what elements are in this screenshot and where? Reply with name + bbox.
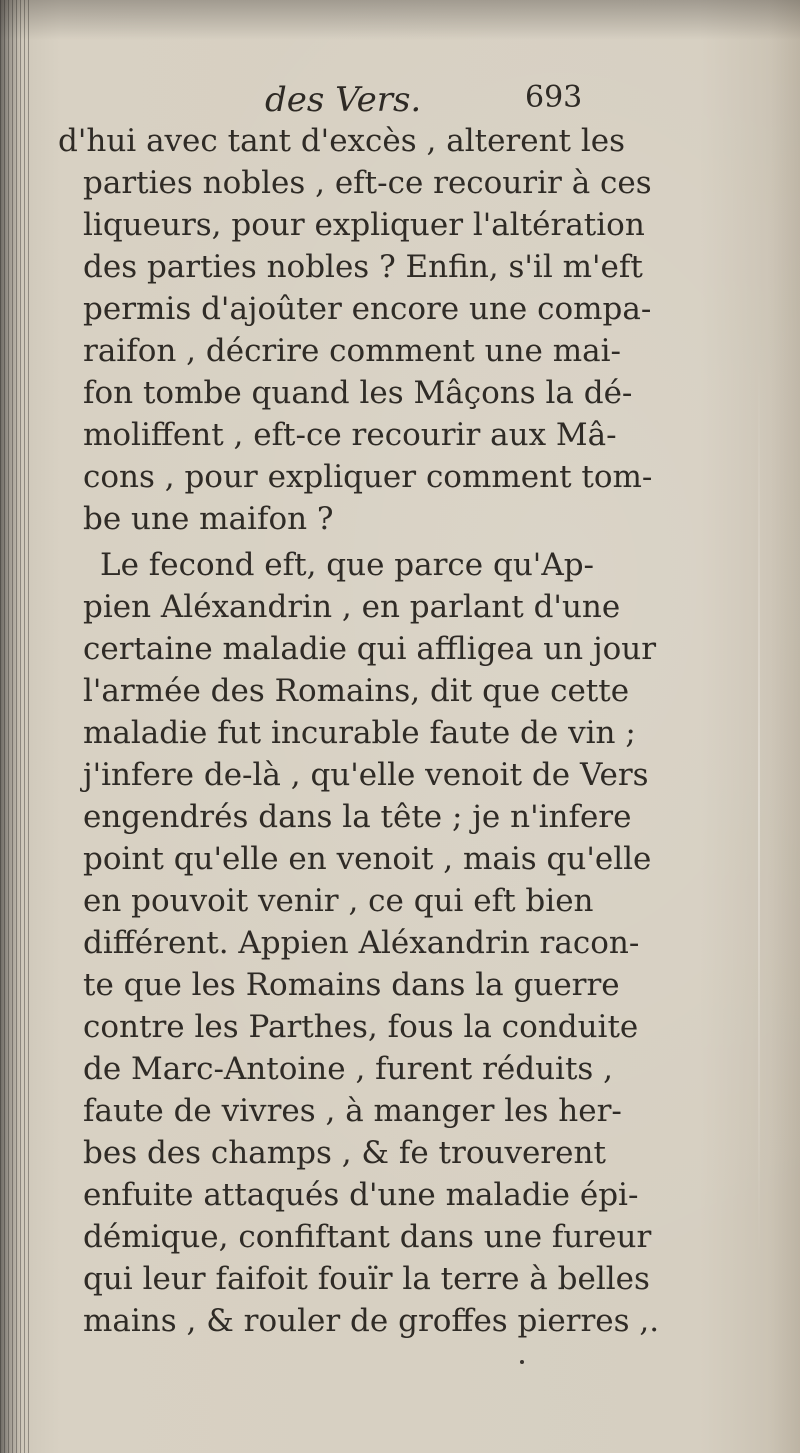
text-line: faute de vivres , à manger les her- xyxy=(83,1093,622,1129)
text-line: point qu'elle en venoit , mais qu'elle xyxy=(83,841,652,877)
text-line: j'infere de-là , qu'elle venoit de Vers xyxy=(83,757,649,793)
text-line: qui leur faifoit fouïr la terre à belles xyxy=(83,1261,650,1297)
text-line: engendrés dans la tête ; je n'infere xyxy=(83,799,632,835)
text-line: liqueurs, pour expliquer l'altération xyxy=(83,207,645,243)
text-line: d'hui avec tant d'excès , alterent les xyxy=(58,123,626,159)
running-head xyxy=(0,80,800,124)
book-gutter xyxy=(0,0,30,1453)
text-line: bes des champs , & fe trouverent xyxy=(83,1135,606,1171)
text-line: te que les Romains dans la guerre xyxy=(83,967,620,1003)
text-line: maladie fut incurable faute de vin ; xyxy=(83,715,636,751)
text-line: en pouvoit venir , ce qui eft bien xyxy=(83,883,594,919)
text-line: des parties nobles ? Enfin, s'il m'eft xyxy=(83,249,643,285)
text-line: be une maifon ? xyxy=(83,501,334,537)
text-line: de Marc-Antoine , furent réduits , xyxy=(83,1051,614,1087)
text-line: moliffent , eft-ce recourir aux Mâ- xyxy=(83,417,617,453)
text-line: parties nobles , eft-ce recourir à ces xyxy=(83,165,652,201)
text-line: différent. Appien Aléxandrin racon- xyxy=(83,925,640,961)
page-top-shadow xyxy=(0,0,800,40)
text-line: contre les Parthes, fous la conduite xyxy=(83,1009,639,1045)
page-number: 693 xyxy=(525,80,583,115)
text-line: permis d'ajoûter encore une compa- xyxy=(83,291,652,327)
text-line: Le fecond eft, que parce qu'Ap- xyxy=(100,547,595,583)
text-line: certaine maladie qui affligea un jour xyxy=(83,631,657,667)
text-line: fon tombe quand les Mâçons la dé- xyxy=(83,375,633,411)
text-line: cons , pour expliquer comment tom- xyxy=(83,459,653,495)
text-line: enfuite attaqués d'une maladie épi- xyxy=(83,1177,639,1213)
text-line: démique, confiftant dans une fureur xyxy=(83,1219,652,1255)
text-line: raifon , décrire comment une mai- xyxy=(83,333,622,369)
text-line: l'armée des Romains, dit que cette xyxy=(83,673,630,709)
page-scratch xyxy=(758,360,760,1260)
ink-speck xyxy=(520,1360,524,1364)
text-line: mains , & rouler de groffes pierres ,. xyxy=(83,1303,660,1339)
running-head-title: des Vers. xyxy=(265,80,422,120)
text-line: pien Aléxandrin , en parlant d'une xyxy=(83,589,621,625)
